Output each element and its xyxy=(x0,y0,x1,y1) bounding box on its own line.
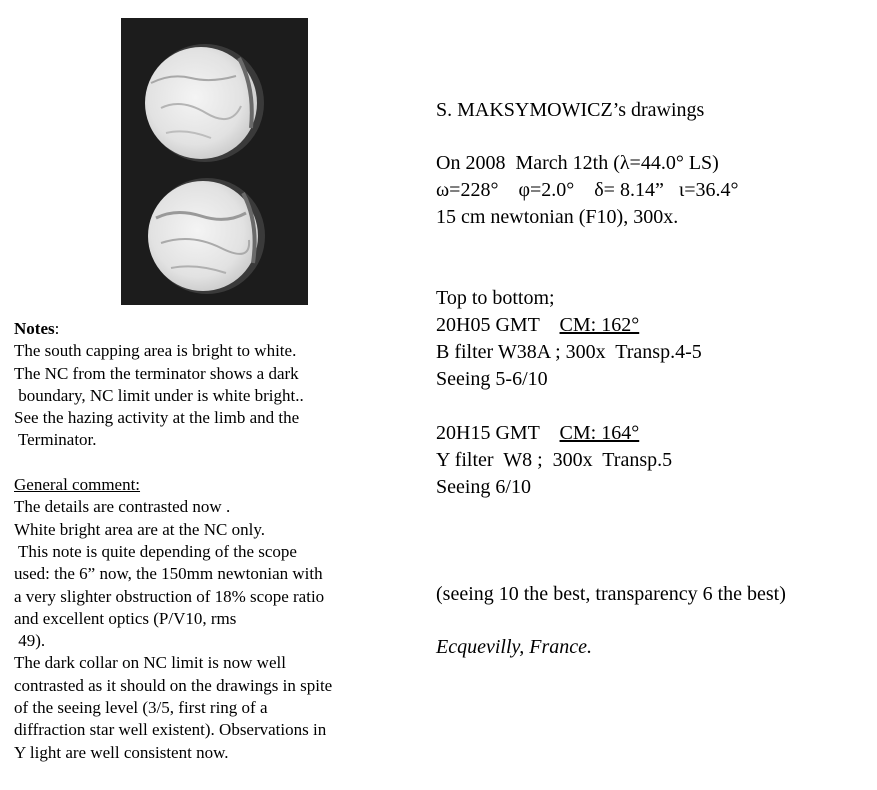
comment-line: The dark collar on NC limit is now well xyxy=(14,653,286,673)
comment-line: 49). xyxy=(14,631,46,651)
obs2-time: 20H15 GMT xyxy=(436,422,540,444)
obs1-filter: B filter W38A ; 300x Transp.4-5 xyxy=(436,341,702,363)
comment-line: used: the 6” now, the 150mm newtonian with xyxy=(14,564,323,584)
comment-line: a very slighter obstruction of 18% scope ratio xyxy=(14,586,325,606)
comment-line: contrasted as it should on the drawings in spite xyxy=(14,675,333,695)
obs1-time: 20H05 GMT xyxy=(436,314,540,336)
comment-line: and excellent optics (P/V10, rms xyxy=(14,608,237,628)
notes-line: See the hazing activity at the limb and the xyxy=(14,408,300,428)
notes-line: boundary, NC limit under is white bright.. xyxy=(14,385,304,405)
comment-line: This note is quite depending of the scope xyxy=(14,541,297,561)
order-intro: Top to bottom; xyxy=(436,287,555,309)
comment-line: of the seeing level (3/5, first ring of a xyxy=(14,698,268,718)
comment-line: Y light are well consistent now. xyxy=(14,742,229,762)
obs1-seeing: Seeing 5-6/10 xyxy=(436,368,548,390)
obs2-seeing: Seeing 6/10 xyxy=(436,476,531,498)
comment-line: The details are contrasted now . xyxy=(14,497,231,517)
obs2-filter: Y filter W8 ; 300x Transp.5 xyxy=(436,449,673,471)
obs1-cm: CM: 162° xyxy=(559,314,640,336)
scale-note: (seeing 10 the best, transparency 6 the best) xyxy=(436,583,786,605)
drawings-title: S. MAKSYMOWICZ’s drawings xyxy=(436,99,705,121)
location: Ecquevilly, France. xyxy=(436,636,593,658)
notes-heading-colon: : xyxy=(54,319,60,338)
observation-parameters: ω=228° φ=2.0° δ= 8.14” ι=36.4° xyxy=(436,179,739,201)
obs2-cm: CM: 164° xyxy=(559,422,640,444)
notes-line: The NC from the terminator shows a dark xyxy=(14,363,299,383)
obs1-time-line xyxy=(436,312,639,339)
instrument-info: 15 cm newtonian (F10), 300x. xyxy=(436,206,679,228)
mars-drawings-image xyxy=(121,18,308,305)
observation-date: On 2008 March 12th (λ=44.0° LS) xyxy=(436,152,719,174)
notes-section xyxy=(14,318,414,764)
notes-heading: Notes xyxy=(14,319,55,338)
comment-line: diffraction star well existent). Observations in xyxy=(14,720,327,740)
comment-line: White bright area are at the NC only. xyxy=(14,519,265,539)
notes-line: The south capping area is bright to white. xyxy=(14,341,297,361)
general-comment-heading: General comment: xyxy=(14,475,141,495)
obs2-time-line xyxy=(436,420,639,447)
drawings-panel xyxy=(121,18,308,305)
notes-heading-line xyxy=(14,318,414,340)
notes-line: Terminator. xyxy=(14,430,97,450)
